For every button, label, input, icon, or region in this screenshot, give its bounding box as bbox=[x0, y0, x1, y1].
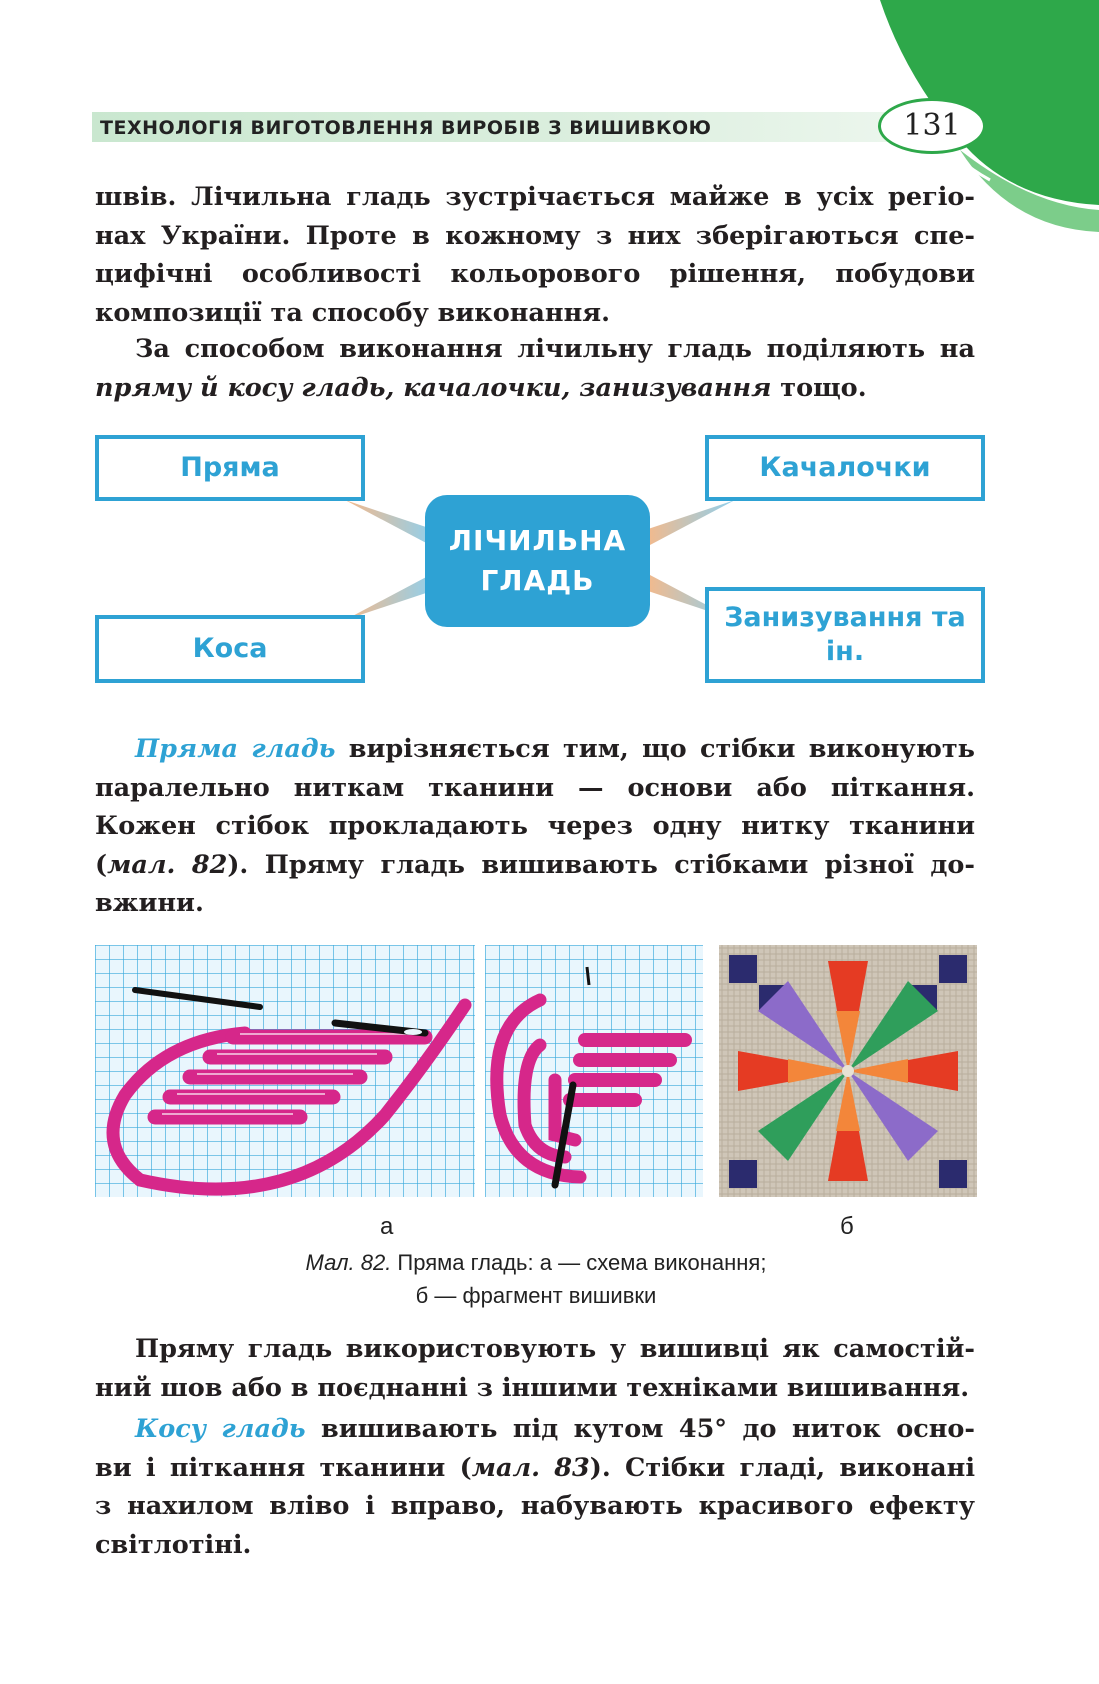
figure-caption-line-2: б — фрагмент вишивки bbox=[415, 1283, 657, 1308]
paragraph-4 bbox=[95, 1330, 975, 1407]
paragraph-5 bbox=[95, 1410, 975, 1564]
text-fragment: ви і піткання тканини ( bbox=[95, 1452, 472, 1483]
term-slanted-satin: Косу гладь bbox=[135, 1414, 306, 1444]
text-fragment: ( bbox=[95, 849, 108, 880]
text-line: паралельно ниткам тканини — основи або піткання. bbox=[95, 772, 975, 803]
text-fragment: вирізняється тим, що стібки виконують bbox=[335, 734, 975, 764]
text-line: світлотіні. bbox=[95, 1529, 252, 1560]
type-slanted: Коса bbox=[95, 615, 365, 683]
text-line: За способом виконання лічильну гладь поділяють на bbox=[135, 334, 975, 364]
text-fragment: вишивають під кутом 45° до ниток осно- bbox=[305, 1414, 976, 1444]
page-number: 131 bbox=[878, 98, 986, 154]
text-fragment: тощо. bbox=[771, 372, 867, 403]
center-concept: ЛІЧИЛЬНА ГЛАДЬ bbox=[425, 495, 650, 627]
text-line: Кожен стібок прокладають через одну нитку тканини bbox=[95, 811, 975, 841]
text-line: Пряму гладь використовують у вишивці як самостій- bbox=[135, 1334, 975, 1364]
scheme-a-left bbox=[95, 945, 475, 1197]
caption-ref: Мал. 82. bbox=[305, 1250, 392, 1275]
arrow-top-right bbox=[645, 500, 735, 545]
running-title: ТЕХНОЛОГІЯ ВИГОТОВЛЕННЯ ВИРОБІВ З ВИШИВКОЮ bbox=[100, 117, 712, 139]
text-line: швів. Лічильна гладь зустрічається майже в усіх регіо- bbox=[95, 182, 975, 212]
paragraph-3 bbox=[95, 730, 975, 923]
text-line: ний шов або в поєднанні з іншими техніками вишивання. bbox=[95, 1372, 970, 1403]
caption-text: Пряма гладь: а — схема виконання; bbox=[391, 1250, 767, 1275]
text-line: вжини. bbox=[95, 888, 204, 918]
classification-diagram bbox=[90, 425, 990, 690]
figure-ref: мал. 83 bbox=[471, 1452, 590, 1483]
figure-caption-line-1 bbox=[95, 1250, 977, 1276]
paragraph-1 bbox=[95, 178, 975, 332]
text-line: нах України. Проте в кожному з них зберігаються спе- bbox=[95, 220, 975, 251]
figure-label-a: а bbox=[380, 1213, 394, 1240]
text-line: з нахилом вліво і вправо, набувають красивого ефекту bbox=[95, 1491, 975, 1521]
text-line: цифічні особливості кольорового рішення, побудови bbox=[95, 259, 975, 289]
type-straight: Пряма bbox=[95, 435, 365, 501]
embroidery-photo bbox=[719, 945, 977, 1197]
text-fragment: ). Стібки гладі, виконані bbox=[589, 1452, 976, 1483]
figure-label-b: б bbox=[840, 1213, 854, 1240]
italic-terms: пряму й косу гладь, качалочки, занизування bbox=[95, 372, 772, 403]
figure-illustrations bbox=[95, 945, 977, 1200]
term-straight-satin: Пряма гладь bbox=[135, 734, 336, 764]
figure-ref: мал. 82 bbox=[107, 849, 228, 880]
arrow-bottom-left bbox=[345, 575, 435, 620]
text-fragment: ). Пряму гладь вишивають стібками різної до- bbox=[227, 849, 976, 880]
figure-82 bbox=[95, 945, 977, 1200]
type-kachalochky: Качалочки bbox=[705, 435, 985, 501]
paragraph-2 bbox=[95, 330, 975, 407]
arrow-top-left bbox=[345, 500, 435, 545]
scheme-a-right bbox=[485, 945, 703, 1197]
type-zanyzuvannia: Занизування та ін. bbox=[705, 587, 985, 683]
text-line: композиції та способу виконання. bbox=[95, 297, 610, 328]
